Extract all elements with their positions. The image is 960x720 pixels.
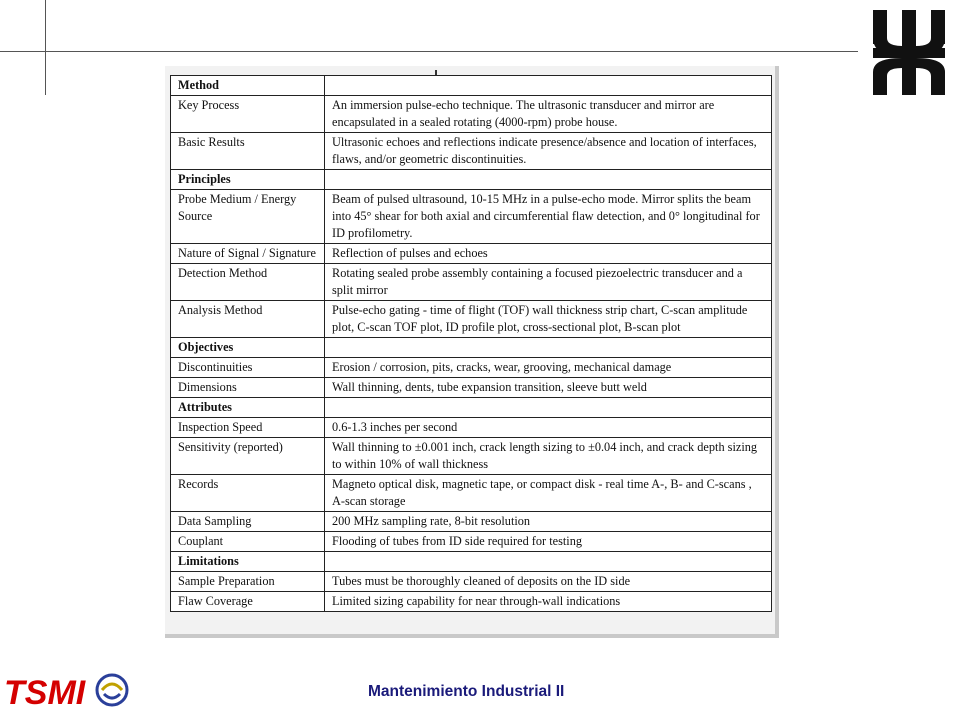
table-row (171, 264, 772, 301)
utn-logo-icon (873, 10, 945, 95)
section-title: Objectives (171, 338, 325, 358)
table-row (171, 592, 772, 612)
section-title: Principles (171, 170, 325, 190)
table-row (171, 418, 772, 438)
table-row (171, 572, 772, 592)
section-title: Method (171, 76, 325, 96)
row-value: Reflection of pulses and echoes (325, 244, 772, 264)
row-label: Sensitivity (reported) (171, 438, 325, 475)
row-value: Rotating sealed probe assembly containing a focused piezoelectric transducer and a split mirror (325, 264, 772, 301)
horizontal-rule (0, 51, 858, 52)
table-row (171, 190, 772, 244)
row-label: Couplant (171, 532, 325, 552)
table-row (171, 512, 772, 532)
row-value: Magneto optical disk, magnetic tape, or compact disk - real time A-, B- and C-scans , A-scan storage (325, 475, 772, 512)
row-label: Key Process (171, 96, 325, 133)
row-value: Pulse-echo gating - time of flight (TOF) wall thickness strip chart, C-scan amplitude plot, C-scan TOF plot, ID profile plot, cross-sectional plot, B-scan plot (325, 301, 772, 338)
row-label: Analysis Method (171, 301, 325, 338)
row-label: Sample Preparation (171, 572, 325, 592)
row-label: Dimensions (171, 378, 325, 398)
row-label: Flaw Coverage (171, 592, 325, 612)
row-label: Basic Results (171, 133, 325, 170)
table-row (171, 133, 772, 170)
table-row (171, 301, 772, 338)
table-row (171, 532, 772, 552)
section-header-row (171, 552, 772, 572)
row-value: Beam of pulsed ultrasound, 10-15 MHz in a pulse-echo mode. Mirror splits the beam into 45° shear for both axial and circumferential flaw detection, and 0° longitudinal for ID profilometry. (325, 190, 772, 244)
table-row (171, 358, 772, 378)
row-label: Discontinuities (171, 358, 325, 378)
row-value: Wall thinning, dents, tube expansion transition, sleeve butt weld (325, 378, 772, 398)
row-value: Limited sizing capability for near through-wall indications (325, 592, 772, 612)
section-title: Attributes (171, 398, 325, 418)
brand-text: TSMI (4, 674, 86, 712)
tsmi-logo-icon (2, 664, 94, 712)
row-value: 0.6-1.3 inches per second (325, 418, 772, 438)
row-value (325, 552, 772, 572)
row-label: Inspection Speed (171, 418, 325, 438)
row-label: Data Sampling (171, 512, 325, 532)
row-value: Flooding of tubes from ID side required for testing (325, 532, 772, 552)
vertical-rule (45, 0, 46, 95)
section-header-row (171, 398, 772, 418)
row-label: Records (171, 475, 325, 512)
table-row (171, 475, 772, 512)
row-value (325, 338, 772, 358)
table-row (171, 378, 772, 398)
section-title: Limitations (171, 552, 325, 572)
row-value (325, 170, 772, 190)
row-label: Probe Medium / Energy Source (171, 190, 325, 244)
spiral-emblem-icon (92, 670, 132, 710)
table-row (171, 96, 772, 133)
footer-title: Mantenimiento Industrial II (368, 683, 565, 700)
section-header-row (171, 338, 772, 358)
row-value: Erosion / corrosion, pits, cracks, wear, grooving, mechanical damage (325, 358, 772, 378)
section-header-row (171, 76, 772, 96)
row-value: Wall thinning to ±0.001 inch, crack length sizing to ±0.04 inch, and crack depth sizing to within 10% of wall thickness (325, 438, 772, 475)
row-value: An immersion pulse-echo technique. The ultrasonic transducer and mirror are encapsulated in a sealed rotating (4000-rpm) probe house. (325, 96, 772, 133)
table-row (171, 438, 772, 475)
section-header-row (171, 170, 772, 190)
row-value (325, 398, 772, 418)
specification-table (170, 75, 772, 612)
table-row (171, 244, 772, 264)
row-value: Ultrasonic echoes and reflections indicate presence/absence and location of interfaces, flaws, and/or geometric discontinuities. (325, 133, 772, 170)
row-value: 200 MHz sampling rate, 8-bit resolution (325, 512, 772, 532)
row-value (325, 76, 772, 96)
row-value: Tubes must be thoroughly cleaned of deposits on the ID side (325, 572, 772, 592)
row-label: Detection Method (171, 264, 325, 301)
row-label: Nature of Signal / Signature (171, 244, 325, 264)
